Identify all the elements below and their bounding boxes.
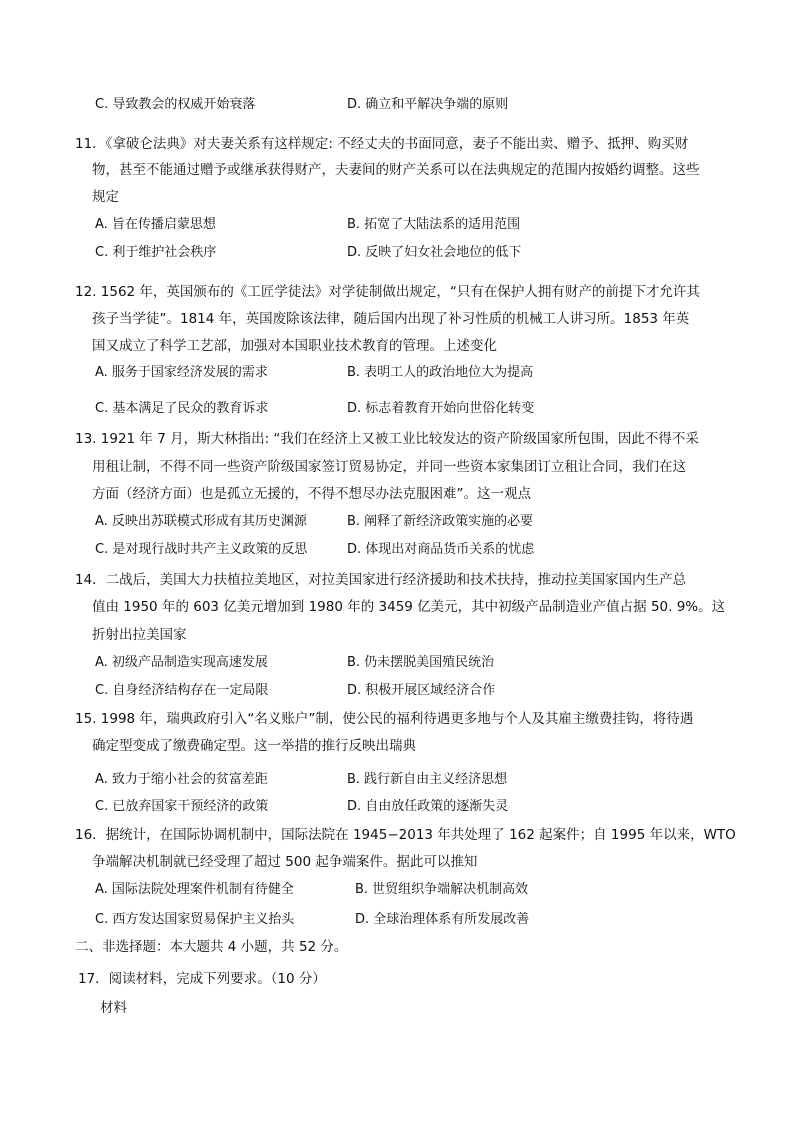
q14-option-d: D. 积极开展区域经济合作 — [347, 683, 496, 698]
q11-stem-line-2: 物，甚至不能通过赠予或继承获得财产，夫妻间的财产关系可以在法典规定的范围内按婚约调整。这些 — [92, 162, 700, 178]
q12-option-b: B. 表明工人的政治地位大为提高 — [347, 365, 534, 380]
q17-stem-line-1: 17．阅读材料，完成下列要求。（10 分） — [78, 971, 326, 987]
q12-option-c: C. 基本满足了民众的教育诉求 — [95, 401, 269, 416]
q16-stem-line-1: 16．据统计，在国际协调机制中，国际法院在 1945−2013 年共处理了 162 起案件；自 1995 年以来，WTO — [75, 827, 736, 843]
q11-option-d: D. 反映了妇女社会地位的低下 — [347, 245, 522, 260]
q14-stem-line-2: 值由 1950 年的 603 亿美元增加到 1980 年的 3459 亿美元，其中初级产品制造业产值占据 50. 9%。这 — [92, 599, 726, 615]
q13-option-d: D. 体现出对商品货币关系的忧虑 — [347, 542, 535, 557]
q15-option-d: D. 自由放任政策的逐渐失灵 — [347, 799, 509, 814]
q14-option-c: C. 自身经济结构存在一定局限 — [95, 683, 269, 698]
q12-stem-line-2: 孩子当学徒”。1814 年，英国废除该法律，随后国内出现了补习性质的机械工人讲习所。1853 年英 — [92, 311, 690, 327]
q11-stem-line-3: 规定 — [92, 189, 119, 205]
q11-option-a: A. 旨在传播启蒙思想 — [95, 217, 216, 232]
q13-option-a: A. 反映出苏联模式形成有其历史渊源 — [95, 514, 307, 529]
q10-option-d: D. 确立和平解决争端的原则 — [347, 97, 509, 112]
q16-stem-line-2: 争端解决机制就已经受理了超过 500 起争端案件。据此可以推知 — [92, 854, 478, 870]
q15-stem-line-2: 确定型变成了缴费确定型。这一举措的推行反映出瑞典 — [92, 738, 416, 754]
q12-option-a: A. 服务于国家经济发展的需求 — [95, 365, 268, 380]
q14-stem-line-3: 折射出拉美国家 — [92, 627, 187, 643]
q12-option-d: D. 标志着教育开始向世俗化转变 — [347, 401, 535, 416]
q13-option-c: C. 是对现行战时共产主义政策的反思 — [95, 542, 308, 557]
q13-stem-line-3: 方面（经济方面）也是孤立无援的，不得不想尽办法克服困难”。这一观点 — [92, 486, 531, 502]
section-heading-non-choice: 二、非选择题：本大题共 4 小题，共 52 分。 — [75, 939, 348, 955]
q12-stem-line-3: 国又成立了科学工艺部，加强对本国职业技术教育的管理。上述变化 — [92, 338, 497, 354]
q13-stem-line-2: 用租让制，不得不同一些资产阶级国家签订贸易协定，并同一些资本家集团订立租让合同，我们在这 — [92, 459, 686, 475]
q15-stem-line-1: 15. 1998 年，瑞典政府引入“名义账户”制，使公民的福利待遇更多地与个人及其雇主缴费挂钩，将待遇 — [75, 711, 694, 727]
q14-option-b: B. 仍未摆脱美国殖民统治 — [347, 655, 495, 670]
q13-option-b: B. 阐释了新经济政策实施的必要 — [347, 514, 534, 529]
q11-option-c: C. 利于维护社会秩序 — [95, 245, 217, 260]
q17-material-label: 材料 — [100, 1000, 127, 1016]
q12-stem-line-1: 12. 1562 年，英国颁布的《工匠学徒法》对学徒制做出规定，“只有在保护人拥有财产的前提下才允许其 — [75, 284, 700, 300]
q16-option-c: C. 西方发达国家贸易保护主义抬头 — [95, 912, 295, 927]
q15-option-b: B. 践行新自由主义经济思想 — [347, 772, 508, 787]
q15-option-c: C. 已放弃国家干预经济的政策 — [95, 799, 269, 814]
q14-option-a: A. 初级产品制造实现高速发展 — [95, 655, 268, 670]
q11-option-b: B. 拓宽了大陆法系的适用范围 — [347, 217, 521, 232]
q16-option-b: B. 世贸组织争端解决机制高效 — [355, 882, 529, 897]
q16-option-a: A. 国际法院处理案件机制有待健全 — [95, 882, 294, 897]
q13-stem-line-1: 13. 1921 年 7 月，斯大林指出: “我们在经济上又被工业比较发达的资产阶级国家所包围，因此不得不采 — [75, 431, 699, 447]
q14-stem-line-1: 14．二战后，美国大力扶植拉美地区，对拉美国家进行经济援助和技术扶持，推动拉美国家国内生产总 — [75, 572, 687, 588]
q16-option-d: D. 全球治理体系有所发展改善 — [355, 912, 530, 927]
q11-stem-line-1: 11．《拿破仑法典》对夫妻关系有这样规定: 不经丈夫的书面同意，妻子不能出卖、赠予、抵押、购买财 — [75, 136, 689, 152]
q10-option-c: C. 导致教会的权威开始衰落 — [95, 97, 256, 112]
q15-option-a: A. 致力于缩小社会的贫富差距 — [95, 772, 268, 787]
